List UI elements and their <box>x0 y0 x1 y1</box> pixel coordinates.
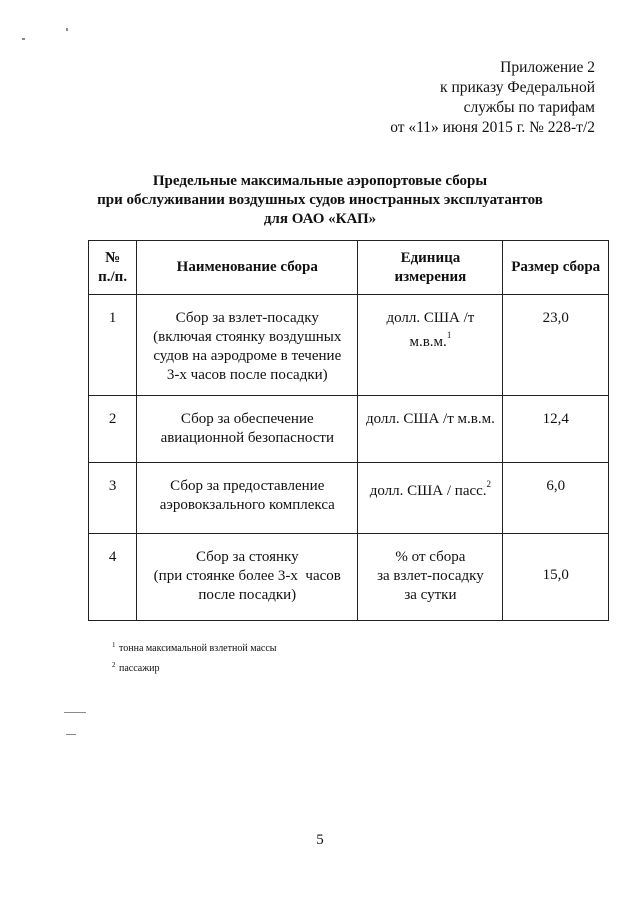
scan-mark <box>64 712 86 713</box>
row-unit <box>358 463 503 534</box>
row-unit-line: за взлет-посадку <box>377 568 484 584</box>
header-line: к приказу Федеральной <box>440 79 595 96</box>
row-name-line: после посадки) <box>198 587 297 603</box>
title-line: для ОАО «КАП» <box>263 211 377 227</box>
row-name-line: Сбор за обеспечение <box>180 411 314 427</box>
table-row <box>89 396 609 463</box>
row-name <box>137 295 358 396</box>
row-unit <box>358 295 503 396</box>
row-unit-line <box>358 477 502 501</box>
table-row <box>89 295 609 396</box>
appendix-header <box>390 58 595 138</box>
fees-table <box>88 240 609 621</box>
footnote-ref: 1 <box>446 330 452 340</box>
row-num: 4 <box>89 534 137 621</box>
header-unit-line: Единица <box>400 249 461 266</box>
row-name-line: авиационной безопасности <box>160 430 334 446</box>
scan-mark <box>66 734 76 735</box>
row-name-line: Сбор за стоянку <box>195 549 299 565</box>
table-row <box>89 463 609 534</box>
scan-mark <box>66 28 68 31</box>
footnote <box>112 642 277 656</box>
row-unit-line: долл. США /т м.в.м. <box>365 411 495 427</box>
title-line: при обслуживании воздушных судов иностранных эксплуатантов <box>97 192 543 208</box>
row-value: 23,0 <box>503 295 609 396</box>
row-name <box>137 396 358 463</box>
row-name-line: Сбор за предоставление <box>170 478 325 494</box>
row-name <box>137 463 358 534</box>
header-line: Приложение 2 <box>500 59 595 76</box>
header-value: Размер сбора <box>503 241 609 295</box>
header-line: службы по тарифам <box>463 99 595 116</box>
header-num-line: п./п. <box>98 268 128 285</box>
table-row <box>89 534 609 621</box>
row-name-line: судов на аэродроме в течение <box>153 348 342 364</box>
footnote-ref: 2 <box>486 479 492 489</box>
row-num: 3 <box>89 463 137 534</box>
row-name-line: аэровокзального комплекса <box>159 497 335 513</box>
footnotes <box>112 642 277 676</box>
footnote-number: 2 <box>112 661 116 669</box>
row-value: 12,4 <box>503 396 609 463</box>
title-line: Предельные максимальные аэропортовые сборы <box>152 173 488 189</box>
row-name-line: (при стоянке более 3-х часов <box>153 568 341 584</box>
page-number: 5 <box>316 832 324 848</box>
row-value: 15,0 <box>503 534 609 621</box>
row-name-line: (включая стоянку воздушных <box>153 329 342 345</box>
header-num <box>89 241 137 295</box>
header-name: Наименование сбора <box>137 241 358 295</box>
row-name-line: 3-х часов после посадки) <box>166 367 328 383</box>
row-num: 1 <box>89 295 137 396</box>
header-num-line: № <box>105 249 121 266</box>
row-unit-line: долл. США /т <box>386 310 475 326</box>
row-name <box>137 534 358 621</box>
header-unit-line: измерения <box>394 268 467 285</box>
row-unit-line: за сутки <box>404 587 457 603</box>
footnote <box>112 662 277 676</box>
row-unit-text: м.в.м. <box>409 334 447 350</box>
row-unit-line: % от сбора <box>395 549 466 565</box>
table-header-row <box>89 241 609 295</box>
row-unit <box>358 396 503 463</box>
row-unit <box>358 534 503 621</box>
document-title <box>60 172 580 229</box>
header-line: от «11» июня 2015 г. № 228-т/2 <box>390 119 595 136</box>
footnote-number: 1 <box>112 641 116 649</box>
row-num: 2 <box>89 396 137 463</box>
footnote-text: пассажир <box>119 663 160 674</box>
row-unit-text: долл. США / пасс. <box>369 483 487 499</box>
row-name-line: Сбор за взлет-посадку <box>175 310 319 326</box>
header-unit <box>358 241 503 295</box>
scan-mark <box>22 38 25 40</box>
footnote-text: тонна максимальной взлетной массы <box>119 643 277 654</box>
row-unit-line <box>358 328 502 352</box>
row-value: 6,0 <box>503 463 609 534</box>
